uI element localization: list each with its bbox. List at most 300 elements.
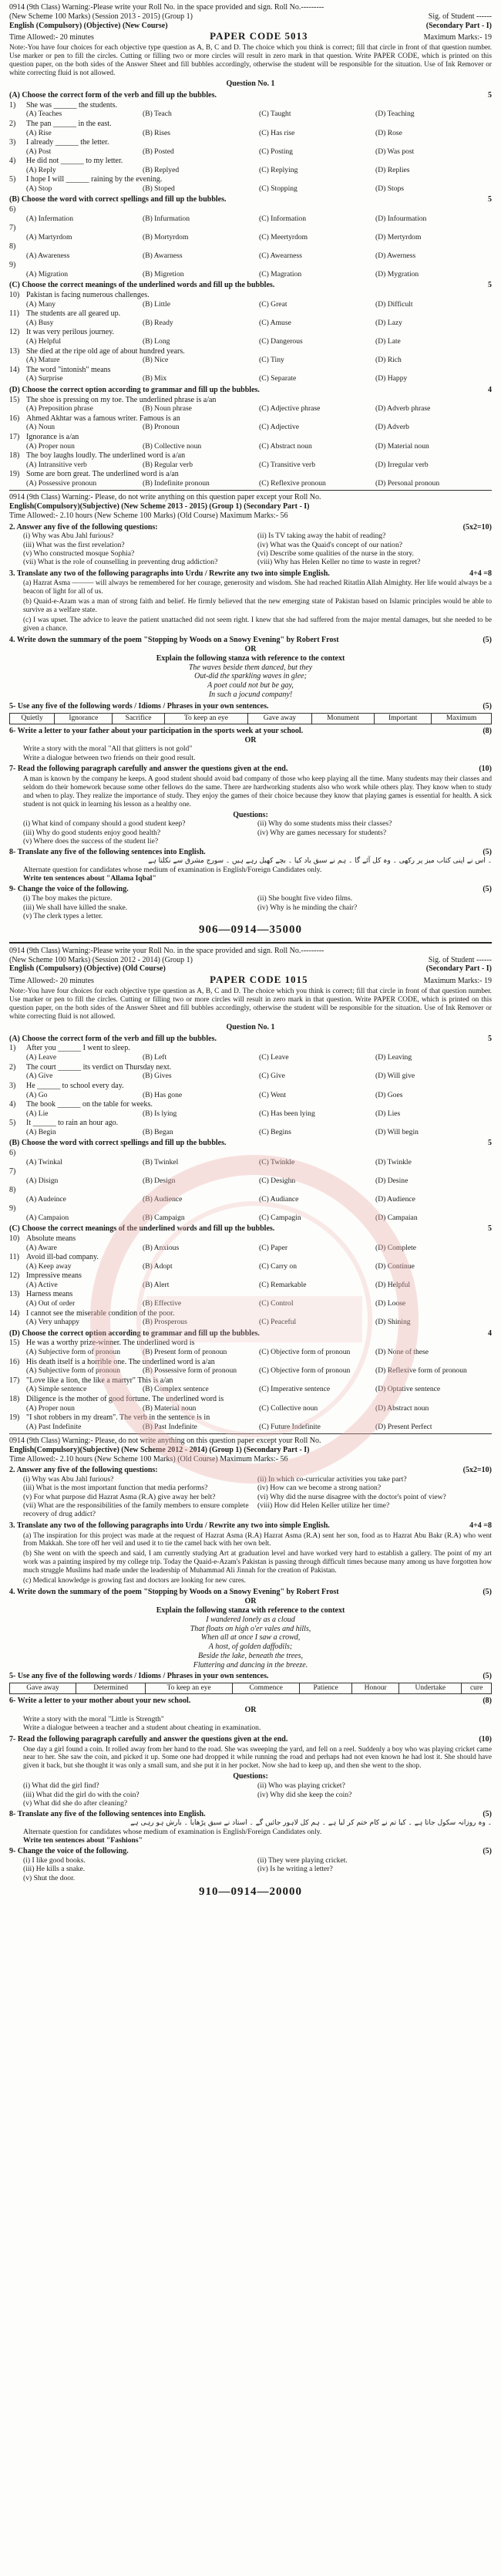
mcq-option: (C) Awearness [259, 252, 302, 261]
words-table [9, 713, 492, 724]
word-cell: Maximum [432, 713, 492, 724]
instructions-note: Note:-You have four choices for each objective type question as A, B, C and D. The choice which you think is correct; fill that circle in front of that question number. Use marker or pen to fill the circles. Cutting or filling two or more circles will result in zero mark in that question. Write PAPER CODE, which is printed on this question paper, on the both sides of the Answer Sheet and fill bubbles accordingly, otherwise the student will be responsible for the situation. Use of Ink Remover or white correcting fluid is not allowed. [9, 988, 492, 1021]
paper1-header [9, 3, 492, 42]
translation-paragraph: (a) Hazrat Asma ——— will always be remembered for her courage, generosity and wisdom. She had reached Ritatlin Allah Almighty. Her life would always be a beacon of light for all of us. [23, 579, 492, 596]
mcq-options [9, 270, 492, 279]
q5-title: 5- Use any five of the following words / Idioms / Phrases in your own sentences. [9, 701, 269, 711]
question-num: 11) [9, 309, 19, 319]
mcq-options [9, 404, 492, 413]
mcq-option: (C) Amuse [259, 319, 291, 328]
section-heading [9, 386, 492, 395]
mcq-option: (D) Mygration [375, 270, 419, 279]
question-num: 3) [9, 1081, 16, 1090]
mcq-option: (A) Surprise [26, 374, 63, 383]
comprehension-question: (ii) Why do some students miss their classes? [257, 819, 392, 829]
mcq-option: (B) Stoped [143, 184, 175, 193]
mcq-option: (D) Goes [375, 1090, 403, 1099]
short-question: (vii) What is the role of counselling in preventing drug addiction? [23, 558, 218, 567]
paper-2 [9, 947, 492, 1899]
mcq-option: (D) Twinkle [375, 1157, 412, 1166]
mcq-options [9, 1281, 492, 1289]
word-cell: Undertake [399, 1683, 462, 1694]
section-heading [9, 1035, 492, 1044]
mcq-options [9, 442, 492, 451]
mcq-question [9, 1063, 492, 1072]
mcq-option: (B) Campaign [143, 1213, 185, 1222]
mcq-question [9, 101, 492, 110]
q8-marks: (5) [483, 848, 492, 857]
q9-list [9, 1856, 492, 1882]
mcq-options [9, 300, 492, 309]
question-num: 9) [9, 261, 16, 270]
mcq-option: (D) Present Perfect [375, 1422, 432, 1431]
q7-title: 7- Read the following paragraph carefully and answer the questions given at the end. [9, 1734, 288, 1744]
mcq-option: (C) Stopping [259, 184, 298, 193]
mcq-option: (B) Prosperous [143, 1318, 187, 1327]
mcq-option: (A) Keep away [26, 1261, 72, 1271]
mcq-option: (A) Proper noun [26, 1403, 75, 1413]
voice-sentence: (v) Shut the door. [23, 1873, 76, 1882]
mcq-options [9, 1177, 492, 1185]
q2-list [9, 532, 492, 566]
mcq-option: (B) Effective [143, 1299, 182, 1308]
comprehension-paragraph: One day a girl found a coin. It rolled away from her hand to the road. She was sweeping the yard, and fell on a reel. Suddenly a boy who was playing cricket came near to her. She saw the coin, and picked it up. Some one had dropped it while running the road and perhaps had not even known he had lost it. She should have given it back, but she thought it was only a small sum, and she put it in her pocket. Now she had to keep up, and then she went to the shop. [23, 1745, 492, 1771]
q4-heading [9, 1588, 492, 1597]
objective-section [9, 1035, 492, 1431]
translation-paragraph: (c) Medical knowledge is growing fast and doctors are looking for new cures. [23, 1577, 246, 1585]
question-num: 7) [9, 224, 16, 233]
question-number: Question No. 1 [226, 79, 275, 89]
q4-title: 4. Write down the summary of the poem "Stopping by Woods on a Snowy Evening" by Robert Frost [9, 636, 339, 645]
question-num: 19) [9, 1413, 20, 1422]
voice-sentence: (iv) Is he writing a letter? [257, 1865, 333, 1874]
mcq-options [9, 184, 492, 193]
q6-dialogue: Write a dialogue between a teacher and a student about cheating in examination. [23, 1724, 261, 1733]
section-marks: 4 [488, 1329, 492, 1338]
mcq-option: (D) Helpful [375, 1281, 411, 1290]
word-cell: Important [375, 713, 432, 724]
question-num: 8) [9, 242, 16, 252]
q8-title: 8- Translate any five of the following sentences into English. [9, 848, 206, 857]
q8-marks: (5) [483, 1810, 492, 1819]
q9-marks: (5) [483, 885, 492, 894]
mcq-option: (D) Infourmation [375, 214, 427, 223]
header-max-marks: Maximum Marks:- 19 [423, 33, 492, 42]
q4-marks: (5) [483, 1588, 492, 1597]
subjective-section [9, 1437, 492, 1899]
mcq-question [9, 175, 492, 184]
section-marks: 5 [488, 90, 492, 100]
word-cell: Sacrifice [113, 713, 165, 724]
header-part: (Secondary Part - I) [425, 964, 492, 974]
question-text: Avoid ill-bad company. [26, 1253, 99, 1262]
urdu-sentences: ۔ اس نے اپنی کتاب میز پر رکھی ۔ وہ کل آئے گا ۔ ہم نے سبق یاد کیا ۔ بچے کھیل رہے ہیں ۔ سورج مشرق سے نکلتا ہے [148, 857, 492, 866]
word-cell: Gave away [248, 713, 312, 724]
mcq-option: (C) Abstract noun [259, 441, 312, 451]
mcq-question [9, 1119, 492, 1128]
q5-heading [9, 702, 492, 711]
short-question: (i) Why was Abu Jahl furious? [23, 1475, 114, 1484]
q7-list [9, 1781, 492, 1808]
comprehension-paragraph: A man is known by the company he keeps. A good student should avoid bad company of those who keep playing all the time. Many students may their classes and seldom do their homework because some other fellows do the same. There are hardworking students also who work while others play. They know when to study and when to play. They realize the importance of study. They enjoy the games of their choice because they know that playing games is essential for health. A sick student is not quick in learning his lesson as a healthy one. [23, 775, 492, 809]
words-table [9, 1683, 492, 1694]
mcq-options [9, 423, 492, 431]
question-num: 5) [9, 1118, 16, 1127]
mcq-option: (C) Desighn [259, 1176, 296, 1185]
mcq-option: (D) Material noun [375, 441, 429, 451]
mcq-option: (C) Taught [259, 110, 291, 119]
question-num: 11) [9, 1253, 19, 1262]
q6-marks: (8) [483, 726, 492, 735]
mcq-option: (D) Reflexive form of pronoun [375, 1366, 467, 1376]
question-num: 13) [9, 346, 20, 356]
question-num: 10) [9, 1234, 20, 1244]
mcq-question [9, 1376, 492, 1386]
mcq-options [9, 110, 492, 118]
subjective-warning: 0914 (9th Class) Warning:- Please, do not write anything on this question paper except your Roll No. [9, 493, 321, 502]
mcq-option: (D) Mertyrdom [375, 232, 422, 241]
mcq-question [9, 1167, 492, 1177]
subjective-time: Time Allowed:- 2.10 hours (New Scheme 100 Marks) (Old Course) Maximum Marks:- 56 [9, 1454, 288, 1464]
mcq-option: (C) Carry on [259, 1261, 298, 1271]
mcq-option: (A) Audeince [26, 1194, 66, 1204]
question-num: 1) [9, 100, 16, 110]
mcq-question [9, 1044, 492, 1053]
q6-heading [9, 727, 492, 736]
mcq-option: (D) Desine [375, 1176, 409, 1185]
mcq-options [9, 1366, 492, 1375]
mcq-option: (B) Mix [143, 374, 167, 383]
mcq-question [9, 1234, 492, 1244]
question-text: It was very perilous journey. [26, 328, 115, 337]
mcq-option: (C) Collective noun [259, 1403, 318, 1413]
question-num: 18) [9, 1394, 20, 1403]
poem-line: The waves beside them danced, but they [188, 663, 313, 672]
mcq-option: (C) Objective form of pronoun [259, 1366, 351, 1376]
question-num: 2) [9, 119, 16, 128]
mcq-option: (C) Future Indefinite [259, 1422, 321, 1431]
q2-list [9, 1475, 492, 1519]
q7-heading [9, 1735, 492, 1744]
header-part: (Secondary Part - I) [425, 21, 492, 30]
mcq-question [9, 1253, 492, 1262]
mcq-options [9, 1385, 492, 1393]
mcq-question [9, 433, 492, 442]
question-num: 15) [9, 395, 20, 404]
voice-sentence: (i) The boy makes the picture. [23, 894, 113, 903]
mcq-question [9, 1204, 492, 1214]
question-text: The court ______ its verdict on Thursday next. [26, 1062, 172, 1072]
mcq-question [9, 1309, 492, 1318]
question-num: 10) [9, 291, 20, 300]
mcq-option: (C) Audiance [259, 1194, 299, 1204]
mcq-option: (A) Helpful [26, 337, 62, 346]
or-label: OR [244, 1597, 257, 1606]
mcq-option: (D) Complete [375, 1243, 417, 1252]
poem-line: That floats on high o'er vales and hills, [190, 1624, 311, 1633]
section-marks: 5 [488, 195, 492, 204]
comprehension-question: (v) Where does the success of the student lie? [23, 837, 159, 846]
question-text [26, 1186, 492, 1195]
question-number: Question No. 1 [226, 1022, 275, 1031]
header-scheme: (New Scheme 100 Marks) (Session 2012 - 2014) (Group 1) [9, 955, 193, 964]
q5-heading [9, 1672, 492, 1681]
section-marks: 5 [488, 281, 492, 290]
mcq-options [9, 1091, 492, 1099]
word-cell: To keep an eye [146, 1683, 233, 1694]
mcq-option: (B) Noun phrase [143, 404, 192, 414]
section-title: (D) Choose the correct option according to grammar and fill up the bubbles. [9, 1329, 260, 1338]
question-text [26, 205, 492, 214]
mcq-option: (C) Separate [259, 374, 297, 383]
mcq-question [9, 347, 492, 356]
mcq-option: (C) Tiny [259, 356, 284, 365]
question-text: I cannot see the miserable condition of the poor. [26, 1308, 175, 1318]
mcq-question [9, 138, 492, 147]
section-title: (A) Choose the correct form of the verb and fill up the bubbles. [9, 90, 217, 100]
word-cell: Gave away [10, 1683, 76, 1694]
q2-marks: (5x2=10) [462, 1466, 492, 1475]
mcq-option: (D) Rose [375, 128, 402, 137]
mcq-option: (C) Twinkle [259, 1157, 295, 1166]
mcq-options [9, 147, 492, 156]
mcq-option: (D) Irregular verb [375, 460, 429, 469]
poem-line: In such a jocund company! [208, 690, 293, 699]
short-question: (iii) What was the first revelation? [23, 540, 125, 549]
q9-heading [9, 885, 492, 894]
question-text: "Love like a lion, the like a martyr" This is a/an [26, 1376, 173, 1385]
voice-sentence: (v) The clerk types a letter. [23, 911, 103, 920]
question-text: The boy laughs loudly. The underlined word is a/an [26, 451, 186, 460]
mcq-option: (D) Abstract noun [375, 1403, 429, 1413]
mcq-question [9, 1186, 492, 1195]
poem-line: Beside the lake, beneath the trees, [198, 1651, 303, 1660]
mcq-option: (A) Rise [26, 128, 52, 137]
mcq-question [9, 1339, 492, 1348]
q7-marks: (10) [479, 1734, 492, 1744]
question-num: 9) [9, 1204, 16, 1214]
question-num: 12) [9, 328, 20, 337]
mcq-question [9, 414, 492, 424]
mcq-option: (D) Personal pronoun [375, 478, 440, 488]
paper-code: PAPER CODE 5013 [210, 30, 308, 42]
mcq-option: (D) Lies [375, 1109, 401, 1118]
mcq-option: (D) Loose [375, 1299, 406, 1308]
q6-dialogue: Write a dialogue between two friends on their good result. [23, 753, 196, 762]
mcq-option: (D) Was post [375, 147, 415, 156]
question-text [26, 224, 492, 233]
question-text [26, 242, 492, 252]
mcq-option: (A) Teaches [26, 110, 62, 119]
question-text: Ignorance is a/an [26, 432, 79, 441]
urdu-sentences: ۔ وہ روزانہ سکول جاتا ہے ۔ کیا تم نے کام ختم کر لیا ہے ۔ ہم کل لاہور جائیں گے ۔ استاد نے سبق پڑھایا ۔ بارش ہو رہی ہے [130, 1818, 492, 1827]
header-subject: English (Compulsory) (Objective) (Old Course) [9, 964, 166, 974]
section-title: (C) Choose the correct meanings of the underlined words and fill up the bubbles. [9, 281, 275, 290]
mcq-option: (A) Infermation [26, 214, 74, 223]
mcq-option: (C) Remarkable [259, 1281, 307, 1290]
mcq-option: (D) Teaching [375, 110, 415, 119]
q8-heading [9, 848, 492, 857]
question-text: Impressive means [26, 1271, 82, 1281]
mcq-option: (A) Active [26, 1281, 58, 1290]
poem-line: When all at once I saw a crowd, [200, 1633, 301, 1642]
q2-heading [9, 523, 492, 532]
header-scheme: (New Scheme 100 Marks) (Session 2013 - 2015) (Group 1) [9, 12, 193, 21]
question-num: 19) [9, 470, 20, 479]
mcq-option: (C) Campagin [259, 1213, 301, 1222]
questions-label: Questions: [233, 1772, 268, 1781]
section-heading [9, 1139, 492, 1148]
comprehension-question: (iii) What did the girl do with the coin? [23, 1790, 140, 1799]
poem-line: A host, of golden daffodils; [208, 1642, 293, 1652]
mcq-option: (A) Preposition phrase [26, 404, 93, 414]
question-num: 5) [9, 175, 16, 184]
header-warning: 0914 (9th Class) Warning:-Please write your Roll No. in the space provided and sign. Roll No.--------- [9, 3, 324, 12]
word-cell: To keep an eye [164, 713, 247, 724]
mcq-option: (C) Paper [259, 1243, 288, 1252]
question-num: 13) [9, 1290, 20, 1299]
short-question: (viii) How did Helen Keller utilize her time? [257, 1501, 390, 1511]
mcq-option: (B) Anxious [143, 1243, 180, 1252]
mcq-options [9, 1158, 492, 1166]
mcq-option: (A) Noun [26, 423, 55, 432]
mcq-option: (D) Stops [375, 184, 405, 193]
subjective-section [9, 493, 492, 937]
question-text [26, 1167, 492, 1177]
mcq-option: (D) None of these [375, 1348, 429, 1357]
comprehension-question: (v) What did she do after cleaning? [23, 1798, 128, 1808]
question-num: 17) [9, 1376, 20, 1385]
mcq-option: (D) Rich [375, 356, 402, 365]
q3-title: 3. Translate any two of the following paragraphs into Urdu / Rewrite any two into simple English. [9, 569, 330, 578]
short-question: (vii) What are the responsibilities of the family members to ensure complete recovery of drug addict? [23, 1501, 249, 1519]
question-num: 18) [9, 451, 20, 460]
mcq-options [9, 1404, 492, 1413]
question-num: 6) [9, 1148, 16, 1157]
mcq-options [9, 356, 492, 364]
mcq-options [9, 214, 492, 223]
q6-marks: (8) [483, 1697, 492, 1706]
header-warning: 0914 (9th Class) Warning:-Please write your Roll No. in the space provided and sign. Roll No.--------- [9, 946, 324, 955]
mcq-option: (B) Complex sentence [143, 1385, 209, 1394]
short-question: (iii) What is the most important function that media performs? [23, 1484, 208, 1493]
paper2-header [9, 947, 492, 986]
q3-heading [9, 1521, 492, 1531]
question-text [26, 1149, 492, 1158]
voice-sentence: (i) I like good books. [23, 1855, 86, 1865]
paper-code: PAPER CODE 1015 [210, 974, 308, 986]
short-question: (i) Why was Abu Jahl furious? [23, 532, 114, 541]
question-num: 12) [9, 1271, 20, 1281]
mcq-option: (B) Mortyrdom [143, 232, 189, 241]
mcq-option: (A) Out of order [26, 1299, 76, 1308]
mcq-question [9, 396, 492, 405]
q3-title: 3. Translate any two of the following paragraphs into Urdu / Rewrite any two into simple English. [9, 1521, 330, 1530]
mcq-option: (C) Great [259, 300, 287, 309]
paper-1 [9, 3, 492, 937]
mcq-option: (A) Martyrdom [26, 232, 72, 241]
paper-serial: 910—0914—20000 [199, 1885, 302, 1898]
mcq-option: (A) Aware [26, 1243, 57, 1252]
mcq-option: (A) Many [26, 300, 56, 309]
mcq-option: (B) Adopt [143, 1261, 173, 1271]
mcq-option: (A) Post [26, 147, 52, 156]
mcq-options [9, 1214, 492, 1222]
mcq-options [9, 1195, 492, 1204]
question-num: 2) [9, 1062, 16, 1072]
mcq-options [9, 1072, 492, 1080]
question-num: 7) [9, 1166, 16, 1176]
translation-paragraph: (b) Quaid-e-Azam was a man of strong faith and belief. He firmly believed that the new emerging state of Pakistan based on Islamic principles would be able to survive as a welfare state. [23, 598, 492, 615]
section-heading [9, 1329, 492, 1339]
q8-title: 8- Translate any five of the following sentences into English. [9, 1810, 206, 1819]
mcq-question [9, 328, 492, 337]
mcq-question [9, 224, 492, 233]
mcq-option: (C) Leave [259, 1053, 289, 1062]
mcq-option: (A) Mature [26, 356, 60, 365]
question-text: His death itself is a horrible one. The underlined word is a/an [26, 1357, 215, 1366]
word-cell: Quietly [10, 713, 55, 724]
question-text: She died at the ripe old age of about hundred years. [26, 346, 185, 356]
short-question: (iv) How can we become a strong nation? [257, 1484, 382, 1493]
mcq-option: (C) Adjective [259, 423, 299, 432]
q4-explain: Explain the following stanza with reference to the context [156, 1605, 345, 1615]
mcq-option: (B) Collective noun [143, 441, 202, 451]
mcq-option: (B) Began [143, 1127, 173, 1136]
mcq-option: (C) Peaceful [259, 1318, 297, 1327]
mcq-option: (A) Reply [26, 165, 56, 174]
mcq-option: (D) Adverb phrase [375, 404, 431, 414]
short-question: (ii) In which co-curricular activities you take part? [257, 1475, 407, 1484]
section-title: (C) Choose the correct meanings of the underlined words and fill up the bubbles. [9, 1224, 275, 1234]
mcq-option: (B) Is lying [143, 1109, 177, 1118]
word-cell: cure [462, 1683, 492, 1694]
section-title: (B) Choose the word with correct spellings and fill up the bubbles. [9, 195, 227, 204]
mcq-option: (A) Go [26, 1090, 48, 1099]
mcq-option: (A) Subjective form of pronoun [26, 1366, 121, 1376]
mcq-option: (D) Happy [375, 374, 408, 383]
q2-title: 2. Answer any five of the following questions: [9, 1466, 158, 1475]
poem-line: A poet could not but be gay, [207, 681, 294, 690]
comprehension-question: (iii) Why do good students enjoy good health? [23, 828, 161, 837]
short-question: (vi) Why did the nurse disagree with the doctor's point of view? [257, 1492, 446, 1501]
q9-heading [9, 1847, 492, 1856]
mcq-option: (C) Adjective phrase [259, 404, 321, 414]
mcq-option: (B) Twinkel [143, 1157, 179, 1166]
mcq-option: (D) Shining [375, 1318, 411, 1327]
section-marks: 5 [488, 1224, 492, 1234]
mcq-option: (B) Replyed [143, 165, 180, 174]
q2-marks: (5x2=10) [462, 522, 492, 532]
section-heading [9, 1224, 492, 1234]
mcq-question [9, 242, 492, 252]
mcq-option: (C) Has rise [259, 128, 295, 137]
mcq-option: (D) Optative sentence [375, 1385, 441, 1394]
section-title: (A) Choose the correct form of the verb and fill up the bubbles. [9, 1034, 217, 1043]
voice-sentence: (iii) We shall have killed the snake. [23, 903, 128, 912]
header-max-marks: Maximum Marks:- 19 [423, 977, 492, 986]
mcq-option: (B) Gives [143, 1072, 172, 1081]
mcq-question [9, 1358, 492, 1367]
question-num: 16) [9, 1357, 20, 1366]
question-text: Absolute means [26, 1234, 76, 1244]
mcq-option: (A) Lie [26, 1109, 49, 1118]
question-num: 15) [9, 1339, 20, 1348]
comprehension-question: (i) What did the girl find? [23, 1781, 99, 1791]
mcq-option: (D) Campaian [375, 1213, 418, 1222]
mcq-option: (B) Pronoun [143, 423, 180, 432]
words-row [10, 1683, 492, 1694]
